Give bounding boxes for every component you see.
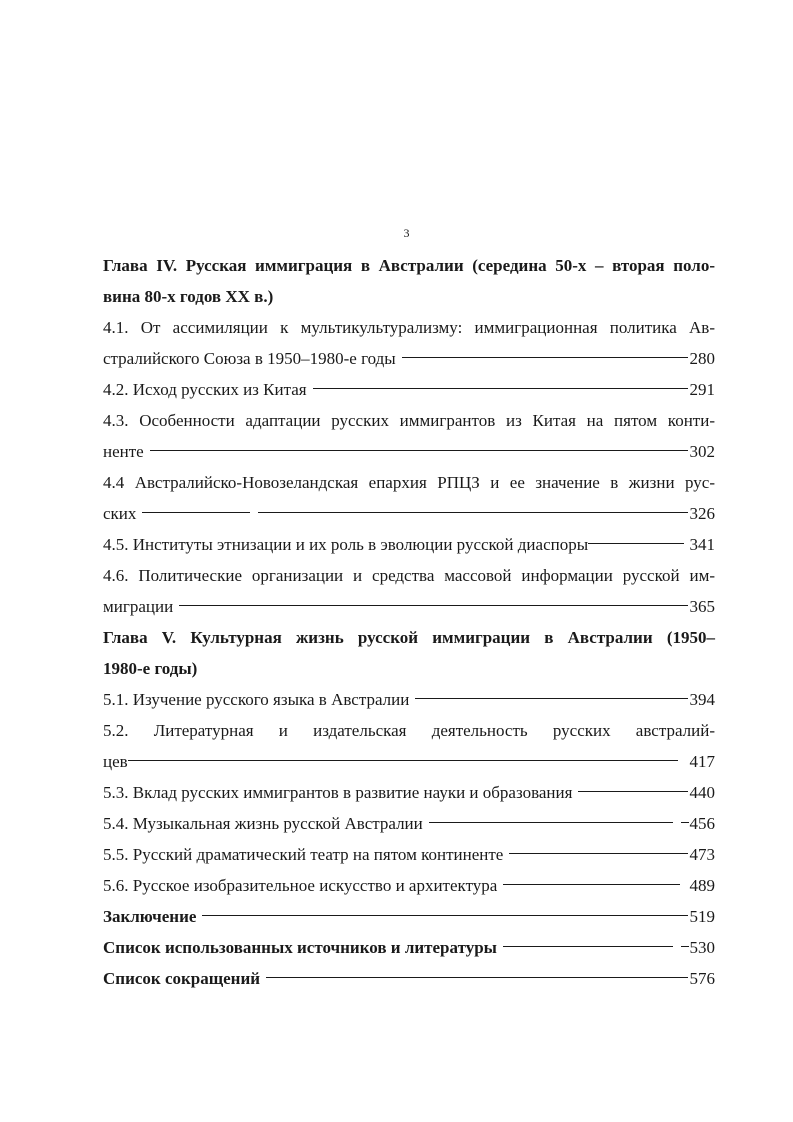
toc-entry-text: 5.3. Вклад русских иммигрантов в развитие науки и образования xyxy=(103,783,573,802)
toc-entry-4-4-cont xyxy=(103,498,715,529)
toc-entry-text: Список использованных источников и литературы xyxy=(103,938,497,957)
leader-line xyxy=(681,822,689,823)
chapter-5-title-cont: 1980-е годы) xyxy=(103,659,198,678)
toc-page-number: 280 xyxy=(689,349,715,368)
toc-page-number: 473 xyxy=(689,845,715,864)
toc-entry-text: 4.5. Институты этнизации и их роль в эволюции русской диаспоры xyxy=(103,535,589,554)
toc-page-number: 417 xyxy=(689,752,715,771)
toc-entry-text: Заключение xyxy=(103,907,197,926)
toc-entry-text: ненте xyxy=(103,442,144,461)
leader-line xyxy=(503,884,679,885)
toc-entry-5-3 xyxy=(103,777,715,808)
toc-entry-text: Список сокращений xyxy=(103,969,261,988)
toc-entry-text: цев xyxy=(103,752,128,771)
toc-entry-4-3: 4.3. Особенности адаптации русских иммигрантов из Китая на пятом конти- xyxy=(103,411,715,430)
leader-line xyxy=(128,760,678,761)
toc-entry-text: ских xyxy=(103,504,137,523)
chapter-4-title-cont: вина 80-х годов XX в.) xyxy=(103,287,274,306)
toc-entry-4-6: 4.6. Политические организации и средства массовой информации русской им- xyxy=(103,566,715,585)
toc-entry-4-2 xyxy=(103,374,715,405)
toc-page-number: 519 xyxy=(689,907,715,926)
chapter-4-title: Глава IV. Русская иммиграция в Австралии (середина 50-х – вторая поло- xyxy=(103,256,715,275)
toc-entry-5-5 xyxy=(103,839,715,870)
toc-page-number: 456 xyxy=(689,814,715,833)
toc-page-number: 576 xyxy=(689,969,715,988)
toc-page-number: 326 xyxy=(689,504,715,523)
toc-entry-4-6-cont xyxy=(103,591,715,622)
toc-page-number: 365 xyxy=(689,597,715,616)
toc-entry-text: 5.5. Русский драматический театр на пятом континенте xyxy=(103,845,504,864)
toc-page-number: 440 xyxy=(689,783,715,802)
chapter-5-title: Глава V. Культурная жизнь русской иммиграции в Австралии (1950– xyxy=(103,628,715,647)
toc-entry-4-4: 4.4 Австралийско-Новозеландская епархия РПЦЗ и ее значение в жизни рус- xyxy=(103,473,715,492)
toc-entry-text: 5.6. Русское изобразительное искусство и архитектура xyxy=(103,876,498,895)
leader-line xyxy=(150,450,688,451)
toc-entry-text: миграции xyxy=(103,597,174,616)
leader-line xyxy=(142,512,250,513)
toc-entry-conclusion xyxy=(103,901,715,932)
toc-entry-4-1-cont xyxy=(103,343,715,374)
toc-entry-4-5 xyxy=(103,529,715,560)
leader-line xyxy=(313,388,688,389)
leader-line xyxy=(258,512,687,513)
leader-line xyxy=(202,915,687,916)
toc-entry-text: 5.4. Музыкальная жизнь русской Австралии xyxy=(103,814,423,833)
toc-page-number: 302 xyxy=(689,442,715,461)
toc-entry-5-6 xyxy=(103,870,715,901)
page-number: 3 xyxy=(403,226,410,240)
toc-entry-text: 5.1. Изучение русского языка в Австралии xyxy=(103,690,410,709)
toc-entry-4-1: 4.1. От ассимиляции к мультикультурализму: иммиграционная политика Ав- xyxy=(103,318,715,337)
toc-entry-text: стралийского Союза в 1950–1980-е годы xyxy=(103,349,396,368)
leader-line xyxy=(509,853,687,854)
leader-line xyxy=(681,946,689,947)
toc-entry-4-3-cont xyxy=(103,436,715,467)
toc-entry-sources xyxy=(103,932,715,963)
toc-entry-5-2-cont xyxy=(103,746,715,777)
leader-line xyxy=(503,946,673,947)
toc-page-number: 530 xyxy=(689,938,715,957)
toc-entry-5-4 xyxy=(103,808,715,839)
toc-page-number: 394 xyxy=(689,690,715,709)
toc-page-number: 341 xyxy=(689,535,715,554)
leader-line xyxy=(266,977,687,978)
table-of-contents xyxy=(103,250,715,994)
leader-line xyxy=(415,698,687,699)
leader-line xyxy=(429,822,673,823)
toc-entry-text: 4.2. Исход русских из Китая xyxy=(103,380,307,399)
leader-line xyxy=(588,543,683,544)
leader-line xyxy=(578,791,687,792)
toc-entry-5-1 xyxy=(103,684,715,715)
leader-line xyxy=(402,357,688,358)
toc-entry-abbreviations xyxy=(103,963,715,994)
toc-page-number: 489 xyxy=(689,876,715,895)
toc-page-number: 291 xyxy=(689,380,715,399)
toc-entry-5-2: 5.2. Литературная и издательская деятельность русских австралий- xyxy=(103,721,715,740)
leader-line xyxy=(179,605,687,606)
